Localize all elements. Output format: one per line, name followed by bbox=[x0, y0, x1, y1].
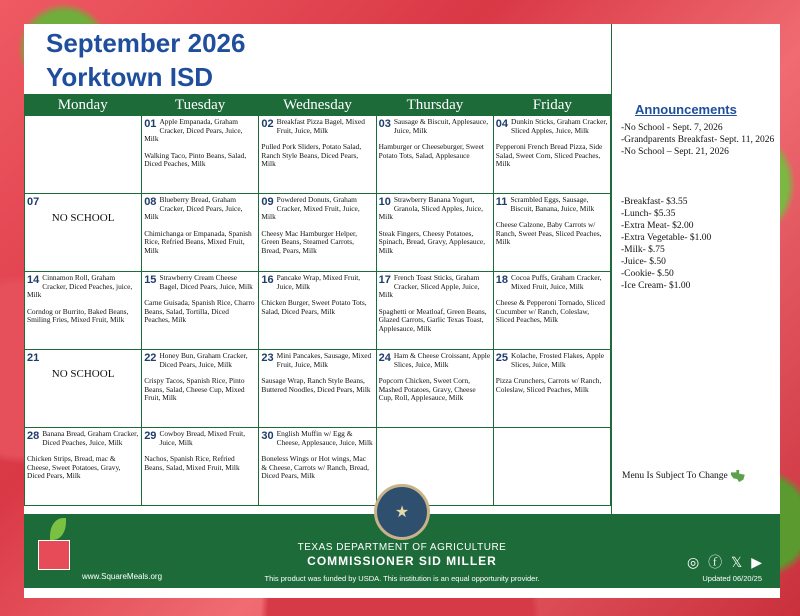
menu-sheet bbox=[24, 24, 780, 598]
calendar-grid bbox=[24, 116, 611, 506]
lunch-menu: Crispy Tacos, Spanish Rice, Pinto Beans, Salad, Cheese Cup, Mixed Fruit, Milk bbox=[144, 376, 245, 403]
day-number: 07 bbox=[27, 196, 40, 208]
day-number: 25 bbox=[495, 352, 509, 364]
day-cell bbox=[259, 350, 376, 428]
price-item: -Extra Meat- $2.00 bbox=[621, 221, 694, 231]
day-number: 11 bbox=[495, 196, 508, 208]
day-cell bbox=[142, 272, 259, 350]
breakfast-menu: Powdered Donuts, Graham Cracker, Mixed Fruit, Juice, Milk bbox=[261, 195, 360, 222]
day-cell bbox=[25, 272, 142, 350]
day-cell bbox=[142, 428, 259, 506]
breakfast-menu: Cowboy Bread, Mixed Fruit, Juice, Milk bbox=[159, 429, 246, 447]
day-number: 23 bbox=[261, 352, 274, 364]
day-cell bbox=[494, 428, 611, 506]
day-number: 14 bbox=[27, 274, 40, 286]
breakfast-menu: Breakfast Pizza Bagel, Mixed Fruit, Juice, Milk bbox=[276, 117, 365, 135]
leaf-icon bbox=[50, 518, 66, 540]
price-item: -Cookie- $.50 bbox=[621, 269, 674, 279]
breakfast-menu: French Toast Sticks, Graham Cracker, Sliced Apple, Juice, Milk bbox=[378, 273, 480, 300]
title-block bbox=[46, 26, 245, 94]
youtube-icon[interactable]: ▶ bbox=[751, 554, 762, 570]
day-number: 29 bbox=[144, 430, 157, 442]
day-number: 30 bbox=[261, 430, 274, 442]
day-cell bbox=[377, 116, 494, 194]
facebook-icon[interactable]: ⓕ bbox=[708, 554, 723, 570]
breakfast-menu: Sausage & Biscuit, Applesauce, Juice, Milk bbox=[393, 117, 489, 135]
day-tuesday: Tuesday bbox=[174, 97, 226, 113]
breakfast-menu: Cocoa Puffs, Graham Cracker, Mixed Fruit, Juice, Milk bbox=[511, 273, 602, 291]
day-cell bbox=[25, 350, 142, 428]
lunch-menu: Pulled Pork Sliders, Potato Salad, Ranch Style Beans, Diced Pears, Milk bbox=[261, 142, 362, 169]
no-school-label: NO SCHOOL bbox=[51, 212, 115, 224]
day-friday: Friday bbox=[532, 97, 572, 113]
day-number: 03 bbox=[378, 118, 391, 130]
day-cell bbox=[494, 350, 611, 428]
disclaimer: This product was funded by USDA. This institution is an equal opportunity provider. bbox=[264, 574, 540, 583]
x-icon[interactable]: 𝕏 bbox=[731, 554, 743, 570]
day-cell bbox=[142, 194, 259, 272]
change-note-text: Menu Is Subject To Change bbox=[622, 471, 728, 482]
price-item: -Extra Vegetable- $1.00 bbox=[621, 233, 712, 243]
day-cell bbox=[259, 116, 376, 194]
lunch-menu: Pepperoni French Bread Pizza, Side Salad, Sweet Corn, Sliced Peaches, Milk bbox=[495, 142, 603, 169]
price-item: -Milk- $.75 bbox=[621, 245, 665, 255]
lunch-menu: Hamburger or Cheeseburger, Sweet Potato Tots, Salad, Applesauce bbox=[378, 142, 484, 160]
lunch-menu: Cheese Calzone, Baby Carrots w/ Ranch, Sweet Peas, Sliced Peaches, Milk bbox=[495, 220, 602, 247]
day-number: 15 bbox=[144, 274, 157, 286]
price-item: -Juice- $.50 bbox=[621, 257, 666, 267]
day-wednesday: Wednesday bbox=[283, 97, 352, 113]
breakfast-menu: Scrambled Eggs, Sausage, Biscuit, Banana, Juice, Milk bbox=[510, 195, 595, 213]
day-number: 17 bbox=[378, 274, 391, 286]
price-item: -Lunch- $5.35 bbox=[621, 209, 676, 219]
day-number: 18 bbox=[495, 274, 509, 286]
department-name: TEXAS DEPARTMENT OF AGRICULTURE bbox=[297, 542, 507, 553]
day-cell bbox=[259, 194, 376, 272]
commissioner-name: COMMISSIONER SID MILLER bbox=[307, 554, 497, 568]
lunch-menu: Cheese & Pepperoni Tornado, Sliced Cucumber w/ Ranch, Coleslaw, Sliced Peaches, Milk bbox=[495, 298, 605, 325]
lunch-menu: Chicken Strips, Bread, mac & Cheese, Sweet Potatoes, Gravy, Diced Pears, Milk bbox=[27, 454, 121, 481]
day-thursday: Thursday bbox=[406, 97, 464, 113]
breakfast-menu: English Muffin w/ Egg & Cheese, Applesauce, Juice, Milk bbox=[276, 429, 373, 447]
day-number: 21 bbox=[27, 352, 40, 364]
lunch-menu: Pizza Crunchers, Carrots w/ Ranch, Coleslaw, Sliced Peaches, Milk bbox=[495, 376, 602, 394]
day-number: 08 bbox=[144, 196, 157, 208]
breakfast-menu: Blueberry Bread, Graham Cracker, Diced Pears, Juice, Milk bbox=[144, 195, 243, 222]
day-cell bbox=[259, 272, 376, 350]
price-list bbox=[621, 196, 781, 292]
breakfast-menu: Cinnamon Roll, Graham Cracker, Diced Peaches, juice, Milk bbox=[27, 273, 133, 300]
day-cell bbox=[377, 194, 494, 272]
lunch-menu: Nachos, Spanish Rice, Refried Beans, Salad, Mixed Fruit, Milk bbox=[144, 454, 240, 472]
day-cell bbox=[494, 116, 611, 194]
breakfast-menu: Ham & Cheese Croissant, Apple Slices, Juice, Milk bbox=[393, 351, 491, 369]
lunch-menu: Popcorn Chicken, Sweet Corn, Mashed Potatoes, Gravy, Cheese Cup, Roll, Applesauce, Milk bbox=[378, 376, 476, 403]
day-number: 28 bbox=[27, 430, 40, 442]
price-item: -Ice Cream- $1.00 bbox=[621, 281, 691, 291]
announcement-item: -No School – Sept. 21, 2026 bbox=[621, 147, 729, 157]
calendar bbox=[24, 94, 611, 506]
lunch-menu: Spaghetti or Meatloaf, Green Beans, Glazed Carrots, Garlic Texas Toast, Applesauce, Milk bbox=[378, 306, 487, 333]
breakfast-menu: Banana Bread, Graham Cracker, Diced Peaches, Juice, Milk bbox=[42, 429, 139, 447]
day-cell bbox=[142, 116, 259, 194]
footer bbox=[24, 504, 780, 588]
lunch-menu: Corndog or Burrito, Baked Beans, Smiling Fries, Mixed Fruit, Milk bbox=[27, 306, 129, 325]
day-number: 01 bbox=[144, 118, 157, 130]
social-links bbox=[682, 552, 762, 572]
lunch-menu: Chicken Burger, Sweet Potato Tots, Salad, Diced Pears, Milk bbox=[261, 298, 367, 316]
day-cell bbox=[494, 194, 611, 272]
day-cell bbox=[25, 116, 142, 194]
lunch-menu: Walking Taco, Pinto Beans, Salad, Diced Peaches, Milk bbox=[144, 150, 247, 169]
breakfast-menu: Honey Bun, Graham Cracker, Diced Pears, Juice, Milk bbox=[159, 351, 248, 369]
announcements-title: Announcements bbox=[635, 102, 737, 117]
weekday-header bbox=[24, 94, 611, 116]
day-number: 04 bbox=[495, 118, 509, 130]
lunch-menu: Chimichanga or Empanada, Spanish Rice, Refried Beans, Mixed Fruit, Milk bbox=[144, 228, 252, 255]
announcements-panel bbox=[621, 104, 781, 292]
change-note bbox=[622, 470, 745, 482]
breakfast-menu: Strawberry Banana Yogurt, Granola, Sliced Apples, Juice, Milk bbox=[378, 195, 483, 222]
updated-date: Updated 06/20/25 bbox=[702, 574, 762, 583]
day-number: 22 bbox=[144, 352, 157, 364]
lunch-menu: Steak Fingers, Cheesy Potatoes, Spinach, Bread, Gravy, Applesauce, Milk bbox=[378, 228, 486, 255]
day-number: 09 bbox=[261, 196, 274, 208]
lunch-menu: Boneless Wings or Hot wings, Mac & Cheese, Carrots w/ Ranch, Bread, Diced Pears, Milk bbox=[261, 454, 369, 481]
no-school-label: NO SCHOOL bbox=[51, 368, 115, 380]
district-name: Yorktown ISD bbox=[46, 62, 214, 92]
breakfast-menu: Pancake Wrap, Mixed Fruit, Juice, Milk bbox=[276, 273, 361, 291]
day-monday: Monday bbox=[57, 97, 108, 113]
breakfast-menu: Strawberry Cream Cheese Bagel, Diced Pears, Juice, Milk bbox=[159, 273, 253, 291]
day-number: 10 bbox=[378, 196, 391, 208]
day-cell bbox=[25, 428, 142, 506]
price-item: -Breakfast- $3.55 bbox=[621, 197, 688, 207]
state-seal-icon: ★ bbox=[374, 484, 430, 540]
day-cell bbox=[259, 428, 376, 506]
day-cell bbox=[25, 194, 142, 272]
texas-icon bbox=[731, 470, 745, 482]
breakfast-menu: Dunkin Sticks, Graham Cracker, Sliced Apples, Juice, Milk bbox=[511, 117, 608, 135]
breakfast-menu: Kolache, Frosted Flakes, Apple Slices, Juice, Milk bbox=[511, 351, 605, 369]
announcement-item: -Grandparents Breakfast- Sept. 11, 2026 bbox=[621, 135, 775, 145]
breakfast-menu: Mini Pancakes, Sausage, Mixed Fruit, Juice, Milk bbox=[276, 351, 372, 369]
breakfast-menu: Apple Empanada, Graham Cracker, Diced Pears, Juice, Milk bbox=[144, 117, 243, 144]
lunch-menu: Carne Guisada, Spanish Rice, Charro Beans, Salad, Tortilla, Diced Peaches, Milk bbox=[144, 298, 255, 325]
day-cell bbox=[377, 350, 494, 428]
lunch-menu: Cheesy Mac Hamburger Helper, Green Beans, Steamed Carrots, Bread, Pears, Milk bbox=[261, 228, 358, 255]
instagram-icon[interactable]: ◎ bbox=[687, 554, 700, 570]
lunch-menu: Sausage Wrap, Ranch Style Beans, Buttered Noodles, Diced Pears, Milk bbox=[261, 376, 371, 394]
day-number: 16 bbox=[261, 274, 274, 286]
site-link[interactable]: www.SquareMeals.org bbox=[82, 572, 163, 581]
day-number: 24 bbox=[378, 352, 391, 364]
page-title: September 2026 bbox=[46, 28, 246, 58]
day-cell bbox=[377, 272, 494, 350]
announcement-item: -No School - Sept. 7, 2026 bbox=[621, 123, 723, 133]
day-cell bbox=[494, 272, 611, 350]
day-number: 02 bbox=[261, 118, 274, 130]
divider bbox=[611, 24, 612, 514]
day-cell bbox=[142, 350, 259, 428]
